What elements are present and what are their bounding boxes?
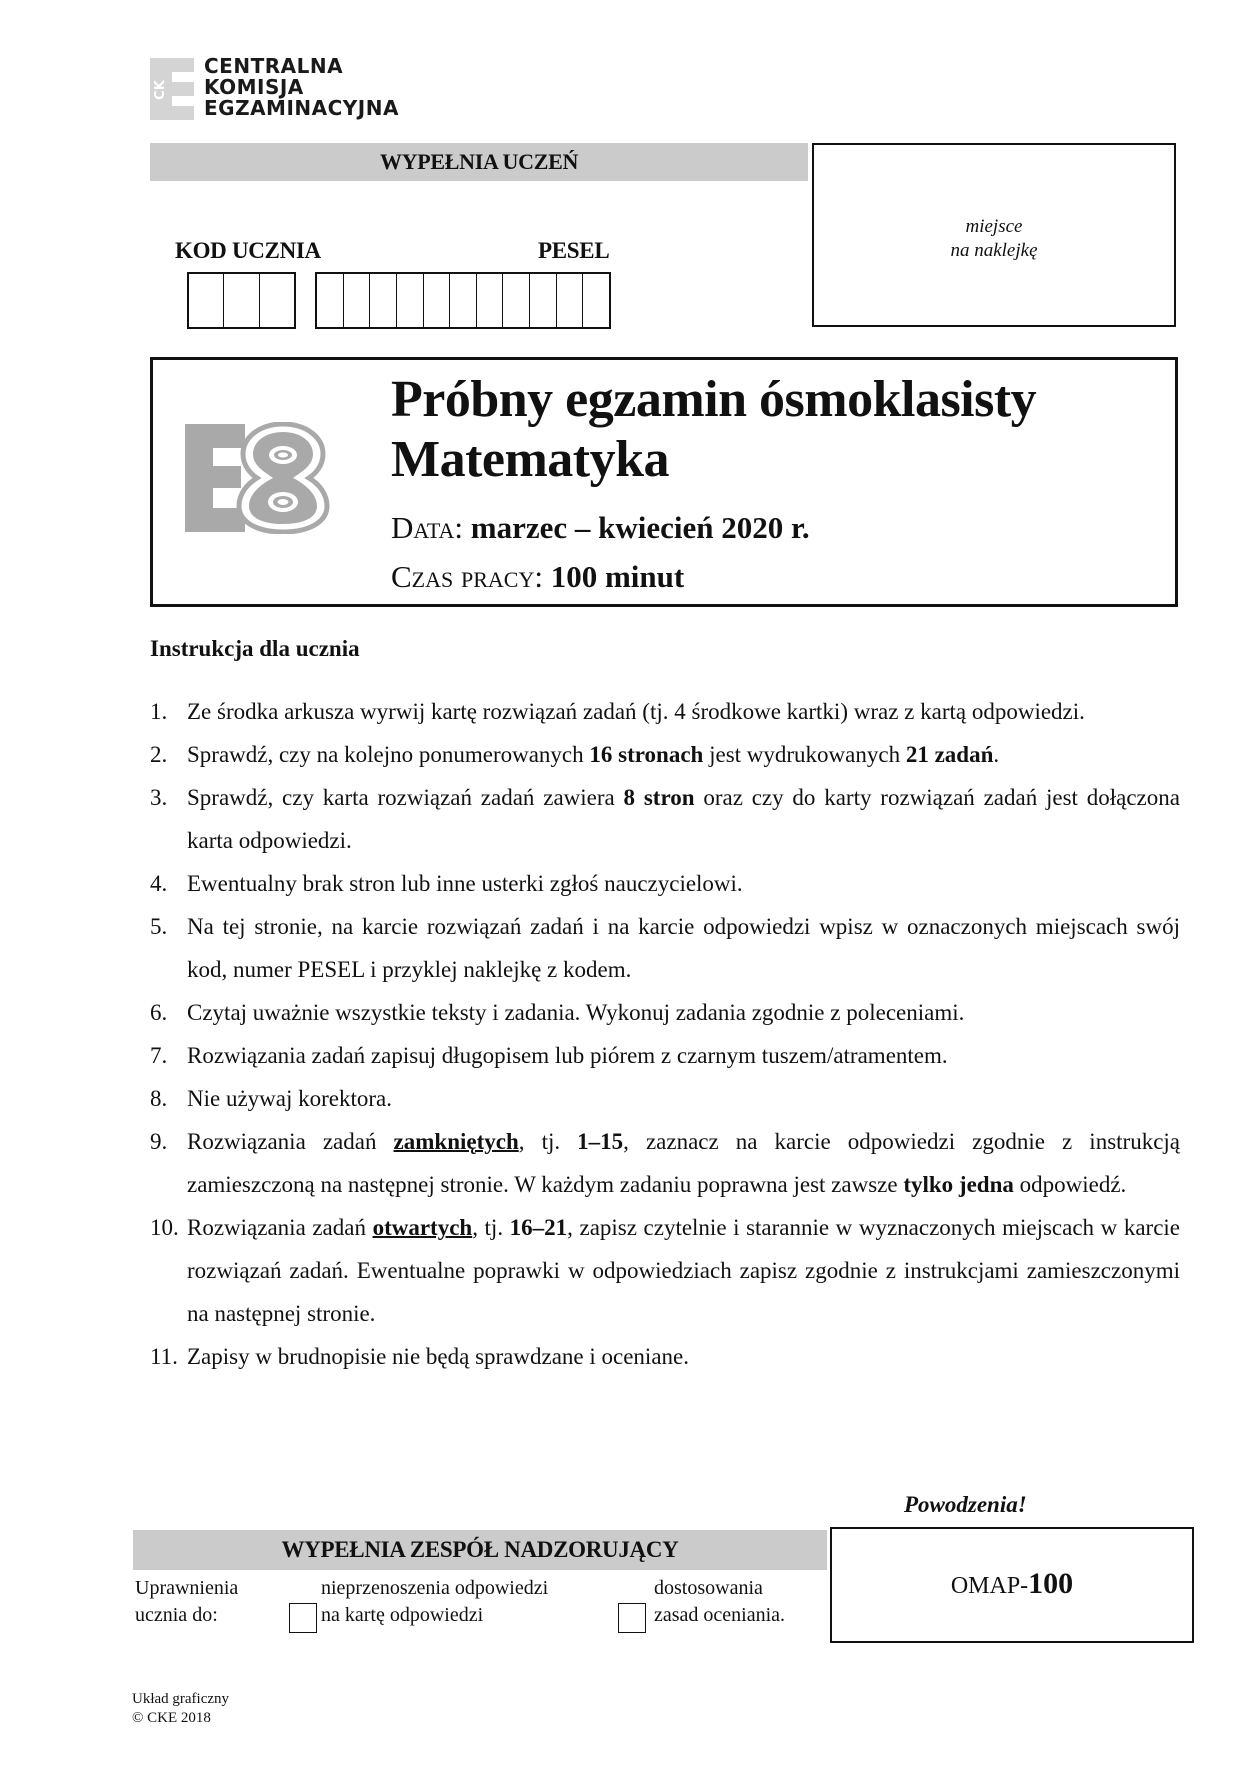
adjusted-grading-checkbox[interactable]: [618, 1603, 646, 1633]
exam-date-label: Data:: [391, 510, 464, 545]
good-luck-text: Powodzenia!: [904, 1492, 1027, 1517]
instruction-item: [150, 991, 1180, 1034]
pesel-digit-box[interactable]: [450, 274, 477, 327]
instruction-text-part: Rozwiązania zadań: [187, 1129, 394, 1154]
footer-layout-credit: Układ graficzny: [132, 1691, 230, 1707]
footer-copyright: © CKE 2018: [132, 1710, 211, 1726]
adjusted-grading-label-line-1: dostosowania: [654, 1577, 763, 1599]
no-transfer-checkbox[interactable]: [289, 1603, 317, 1633]
instructions-list: [150, 690, 1180, 1378]
instruction-text-part: Czytaj uważnie wszystkie teksty i zadania. Wykonuj zadania zgodnie z poleceniami.: [187, 1000, 965, 1025]
instruction-text-part: odpowiedź.: [1013, 1172, 1127, 1197]
instruction-text: [187, 991, 1180, 1034]
pesel-input[interactable]: [315, 272, 611, 329]
exam-title: Próbny egzamin ósmoklasisty: [391, 371, 1037, 428]
emphasis-bold: 21 zadań: [905, 742, 994, 767]
exam-date-value: marzec – kwiecień 2020 r.: [470, 510, 810, 545]
rights-label-line-2: ucznia do:: [135, 1604, 218, 1626]
instruction-text-part: Nie używaj korektora.: [187, 1086, 393, 1111]
instruction-text-part: .: [993, 742, 1000, 767]
instruction-text-part: Ze środka arkusza wyrwij kartę rozwiązań zadań (tj. 4 środkowe kartki) wraz z kartą odpowiedzi.: [187, 699, 1085, 724]
exam-code-prefix: OMAP-: [950, 1573, 1029, 1599]
supervisor-section-header: WYPEŁNIA ZESPÓŁ NADZORUJĄCY: [133, 1530, 827, 1570]
student-code-digit-box[interactable]: [224, 274, 259, 327]
exam-code-number: 100: [1028, 1567, 1074, 1600]
exam-duration-label: Czas pracy:: [391, 559, 543, 594]
instruction-text: [187, 905, 1180, 991]
no-transfer-label-line-1: nieprzenoszenia odpowiedzi: [321, 1577, 549, 1599]
sticker-text-line-1: miejsce: [965, 216, 1023, 237]
pesel-digit-box[interactable]: [317, 274, 344, 327]
instruction-text: [187, 862, 1180, 905]
e8-logo-icon: [183, 422, 333, 534]
instruction-text-part: Rozwiązania zadań zapisuj długopisem lub piórem z czarnym tuszem/atramentem.: [187, 1043, 948, 1068]
exam-title-box: [150, 357, 1178, 607]
instruction-number: 8.: [150, 1086, 168, 1111]
exam-subject: Matematyka: [391, 431, 670, 488]
cke-logo-letters: CK: [153, 80, 168, 100]
pesel-digit-box[interactable]: [397, 274, 424, 327]
instruction-number: 3.: [150, 785, 168, 810]
pesel-label: PESEL: [538, 238, 610, 263]
pesel-digit-box[interactable]: [557, 274, 584, 327]
instruction-number: 2.: [150, 742, 168, 767]
instruction-item: [150, 905, 1180, 991]
adjusted-grading-option-label: [654, 1575, 785, 1629]
instruction-text-part: Na tej stronie, na karcie rozwiązań zadań i na karcie odpowiedzi wpisz w oznaczonych miejscach swój kod, numer PESEL i przyklej naklejkę z kodem.: [187, 914, 1180, 982]
instruction-item: [150, 690, 1180, 733]
instruction-text-part: jest wydrukowanych: [703, 742, 906, 767]
instruction-text-part: Rozwiązania zadań: [187, 1215, 373, 1240]
rights-label: [135, 1575, 238, 1629]
emphasis-bold: 1–15: [577, 1129, 624, 1154]
instruction-item: [150, 1206, 1180, 1335]
emphasis-underlined: otwartych: [372, 1215, 473, 1240]
student-code-digit-box[interactable]: [189, 274, 224, 327]
instruction-text: [187, 1034, 1180, 1077]
instruction-item: [150, 862, 1180, 905]
sticker-placeholder[interactable]: [812, 143, 1176, 327]
org-name-line-3: EGZAMINACYJNA: [204, 96, 399, 120]
instruction-text-part: , zaznacz na karcie odpowiedzi zgodnie z instrukcją zamieszczoną na następnej stronie. W każdym zadaniu poprawna jest zawsze: [187, 1129, 1180, 1197]
exam-duration-value: 100 minut: [550, 559, 685, 594]
instruction-text-part: , tj.: [518, 1129, 578, 1154]
instruction-text: [187, 690, 1180, 733]
instruction-number: 6.: [150, 1000, 168, 1025]
instruction-text: [187, 776, 1180, 862]
instruction-number: 1.: [150, 699, 168, 724]
student-code-label: KOD UCZNIA: [175, 238, 321, 263]
instruction-item: [150, 1034, 1180, 1077]
sticker-text-line-2: na naklejkę: [950, 240, 1038, 261]
instruction-text: [187, 1206, 1180, 1335]
instruction-number: 11.: [150, 1344, 178, 1369]
pesel-digit-box[interactable]: [344, 274, 371, 327]
instruction-text: [187, 1077, 1180, 1120]
instruction-number: 9.: [150, 1129, 168, 1154]
emphasis-bold: 16 stronach: [589, 742, 704, 767]
instruction-item: [150, 1077, 1180, 1120]
exam-code-box: [830, 1527, 1194, 1643]
instruction-number: 5.: [150, 914, 168, 939]
student-code-input[interactable]: [187, 272, 296, 329]
emphasis-underlined: zamkniętych: [393, 1129, 519, 1154]
org-name-line-2: KOMISJA: [204, 75, 304, 99]
instruction-text: [187, 1120, 1180, 1206]
instruction-number: 7.: [150, 1043, 168, 1068]
instruction-text-part: Sprawdź, czy karta rozwiązań zadań zawiera: [187, 785, 624, 810]
pesel-digit-box[interactable]: [583, 274, 609, 327]
exam-duration: [391, 559, 684, 595]
instruction-item: [150, 776, 1180, 862]
pesel-digit-box[interactable]: [477, 274, 504, 327]
org-name-line-1: CENTRALNA: [204, 54, 344, 78]
instruction-item: [150, 733, 1180, 776]
student-code-digit-box[interactable]: [260, 274, 294, 327]
instruction-text-part: , tj.: [472, 1215, 510, 1240]
exam-date: [391, 510, 810, 546]
rights-label-line-1: Uprawnienia: [135, 1577, 239, 1599]
instructions-title: Instrukcja dla ucznia: [150, 636, 360, 661]
instruction-text-part: Ewentualny brak stron lub inne usterki zgłoś nauczycielowi.: [187, 871, 743, 896]
pesel-digit-box[interactable]: [530, 274, 557, 327]
instruction-number: 10.: [150, 1215, 179, 1240]
pesel-digit-box[interactable]: [503, 274, 530, 327]
adjusted-grading-label-line-2: zasad oceniania.: [654, 1604, 786, 1626]
instruction-text: [187, 733, 1180, 776]
instruction-item: [150, 1335, 1180, 1378]
instruction-text-part: , zapisz czytelnie i starannie w wyznaczonych miejscach w karcie rozwiązań zadań. Ewentualne poprawki w odpowiedziach zapisz zgodnie z instrukcjami zamieszczonymi na następnej stronie.: [187, 1215, 1180, 1326]
cke-logo-mark: [150, 58, 194, 120]
footer: [132, 1690, 229, 1728]
student-section-header: WYPEŁNIA UCZEŃ: [150, 143, 808, 181]
cke-logo-text: [204, 56, 399, 119]
pesel-digit-box[interactable]: [424, 274, 451, 327]
emphasis-bold: 8 stron: [623, 785, 695, 810]
pesel-digit-box[interactable]: [370, 274, 397, 327]
instruction-text-part: oraz czy do karty rozwiązań zadań jest dołączona karta odpowiedzi.: [187, 785, 1180, 853]
emphasis-bold: tylko jedna: [903, 1172, 1014, 1197]
no-transfer-label-line-2: na kartę odpowiedzi: [321, 1604, 484, 1626]
emphasis-bold: 16–21: [509, 1215, 568, 1240]
instruction-text-part: Zapisy w brudnopisie nie będą sprawdzane i oceniane.: [187, 1344, 689, 1369]
instruction-number: 4.: [150, 871, 168, 896]
instruction-text-part: Sprawdź, czy na kolejno ponumerowanych: [187, 742, 590, 767]
instruction-text: [187, 1335, 1180, 1378]
instruction-item: [150, 1120, 1180, 1206]
no-transfer-option-label: [321, 1575, 548, 1629]
